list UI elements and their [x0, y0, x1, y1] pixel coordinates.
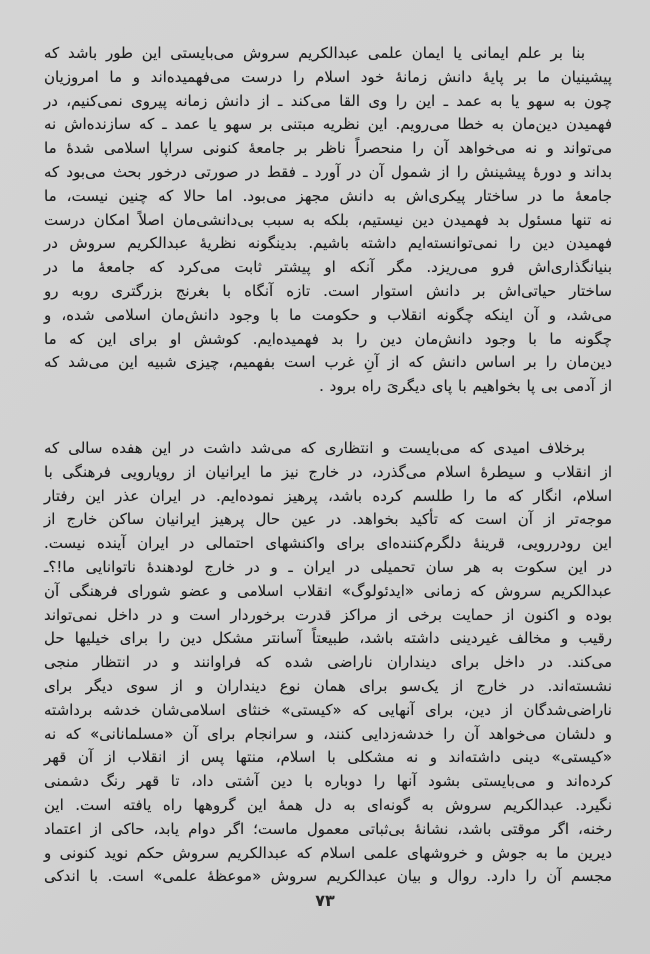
text-line: کرده‌اند و می‌بایستی بشود آنها را دوباره با دین آشتی داد، تا قهر رنگ دشمنی — [44, 772, 612, 791]
text-line: «کیستی» دینی داشته‌اند و نه مشکلی با اسلام، منتها پس از انقلاب از آن قهر — [44, 748, 612, 767]
text-line: پیشینیان ما بر پایهٔ دانش زمانهٔ خود اسلام را درست می‌فهمیده‌اند و ما امروزیان — [44, 67, 612, 86]
text-line: این رودررویی، قرینهٔ دلگرم‌کننده‌ای برای واکنشهای احتمالی در ایران آینده نیست. — [44, 534, 612, 553]
paragraph — [44, 437, 612, 889]
text-line: نشسته‌اند. در خارج از یک‌سو برای همان نوع دینداران و از سوی دیگر برای — [44, 676, 612, 695]
text-line: در این سکوت به هر سان تحمیلی در ایران ـ و در خارج لودهندهٔ ناتوانایی ما!؟ـ — [44, 557, 612, 576]
text-line: رخنه، اگر موقتی باشد، نشانهٔ بی‌ثباتی معمول ماست؛ اگر دوام یابد، حاکی از اعتماد — [44, 819, 612, 838]
text-line: ناراضی‌شدگان از دین، برای آنهایی که «کیستی» خنثای اسلامی‌شان خدشه برداشته — [44, 700, 612, 719]
text-line: نگیرد. عبدالکریم سروش به گونه‌ای به دل همهٔ این گروهها راه یافته است. این — [44, 795, 612, 814]
page-number: ۷۳ — [315, 891, 335, 910]
paragraph — [44, 42, 612, 399]
text-line: نه تنها مسئول بد فهمیدن دین نیستیم، بلکه به سبب بی‌دانشی‌مان اصلاً امکان درست — [44, 210, 612, 229]
text-line: ساختار حیاتی‌اش بر دانش استوار است. تازه آنگاه با بغرنج بزرگتری روبه رو — [44, 281, 612, 300]
text-line: برخلاف امیدی که می‌بایست و انتظاری که می‌شد داشت در این هفده سالی که — [44, 438, 585, 457]
text-line: می‌تواند و نه می‌خواهد آن را منحصراً ناظر بر جامعهٔ کنونی سراپا اسلامی شدهٔ ما — [44, 139, 612, 158]
text-line: می‌کند. در داخل برای دینداران ناراضی شده که فراوانند و در انتظار منجی — [44, 653, 612, 672]
text-line: دیرین ما به جوش و خروشهای علمی اسلام که عبدالکریم سروش حکم نوید کنونی و — [44, 843, 612, 862]
text-line: از انقلاب و سیطرهٔ اسلام می‌گذرد، در خارج نیز ما ایرانیان از رویارویی فرهنگی با — [44, 462, 612, 481]
text-line: فهمیدن دین را نمی‌توانسته‌ایم داشته باشیم. بدینگونه نظریهٔ عبدالکریم سروش در — [44, 234, 612, 253]
text-line: بداند و دورهٔ پیشینش را از شمول آن در آورد ـ فقط در صورتی درخور بحث می‌بود که — [44, 162, 612, 181]
text-line: بنا بر علم ایمانی یا ایمان علمی عبدالکریم سروش می‌بایستی این طور باشد که — [44, 44, 585, 62]
text-line: موجه‌تر از آن است که تأکید بخواهد. در عین حال پرهیز ایرانیان ساکن خارج از — [44, 510, 612, 529]
text-line: عبدالکریم سروش که زمانی «ایدئولوگ» انقلاب اسلامی و عضو شورای فرهنگی آن — [44, 581, 612, 600]
text-line: چون به سهو یا به عمد ـ این را وی القا می‌کند ـ از دانش زمانه پیروی نمی‌کنیم، در — [44, 91, 612, 110]
text-line: از آدمی بی پا بخواهیم با پای دیگریَ راه برود . — [319, 377, 612, 396]
text-line: می‌شد، و آن اینکه چگونه انقلاب و حکومت ما با وجود دانش‌مان اسلامی شده، و — [44, 305, 612, 324]
text-line: چگونه ما با وجود دانش‌مان دین را بد فهمیده‌ایم. کوشش او برای این که ما — [44, 329, 612, 348]
text-line: بنیانگذاری‌اش فرو می‌ریزد. مگر آنکه او پیشتر ثابت می‌کرد که جامعهٔ ما در — [44, 258, 612, 277]
text-line: بوده و اکنون از حمایت برخی از مراکز قدرت برخوردار است و در داخل نمی‌تواند — [44, 605, 612, 624]
body-text — [44, 42, 612, 889]
text-line: مجسم آن را دارد. روال و بیان عبدالکریم سروش «موعظهٔ علمی» است. با اندکی — [44, 867, 612, 886]
text-line: و دلشان می‌خواهد آن را خدشه‌زدایی کنند، و سرانجام برای آن «مسلمانانی» که نه — [44, 724, 612, 743]
text-line: جامعهٔ ما در ساختار پیکری‌اش به دانش مجهز می‌بود. اما حالا که چنین نیست، ما — [44, 186, 612, 205]
text-line: رقیب و مخالف غیردینی داشته باشد، طبیعتاً آسانتر مشکل دین را برای خیلیها حل — [44, 629, 612, 648]
text-line: فهمیدن دین‌مان به خطا می‌رویم. این نظریه مبتنی بر سهو یا عمد ـ که سازنده‌اش نه — [44, 115, 612, 134]
text-line: دین‌مان را بر اساس دانش که از آنِ غرب است بفهمیم، چیزی شبیه این می‌شد که — [44, 353, 612, 372]
text-line: اسلام، انگار که ما را طلسم کرده باشد، پرهیز نموده‌ایم. در ایران عذر این رفتار — [44, 486, 612, 505]
